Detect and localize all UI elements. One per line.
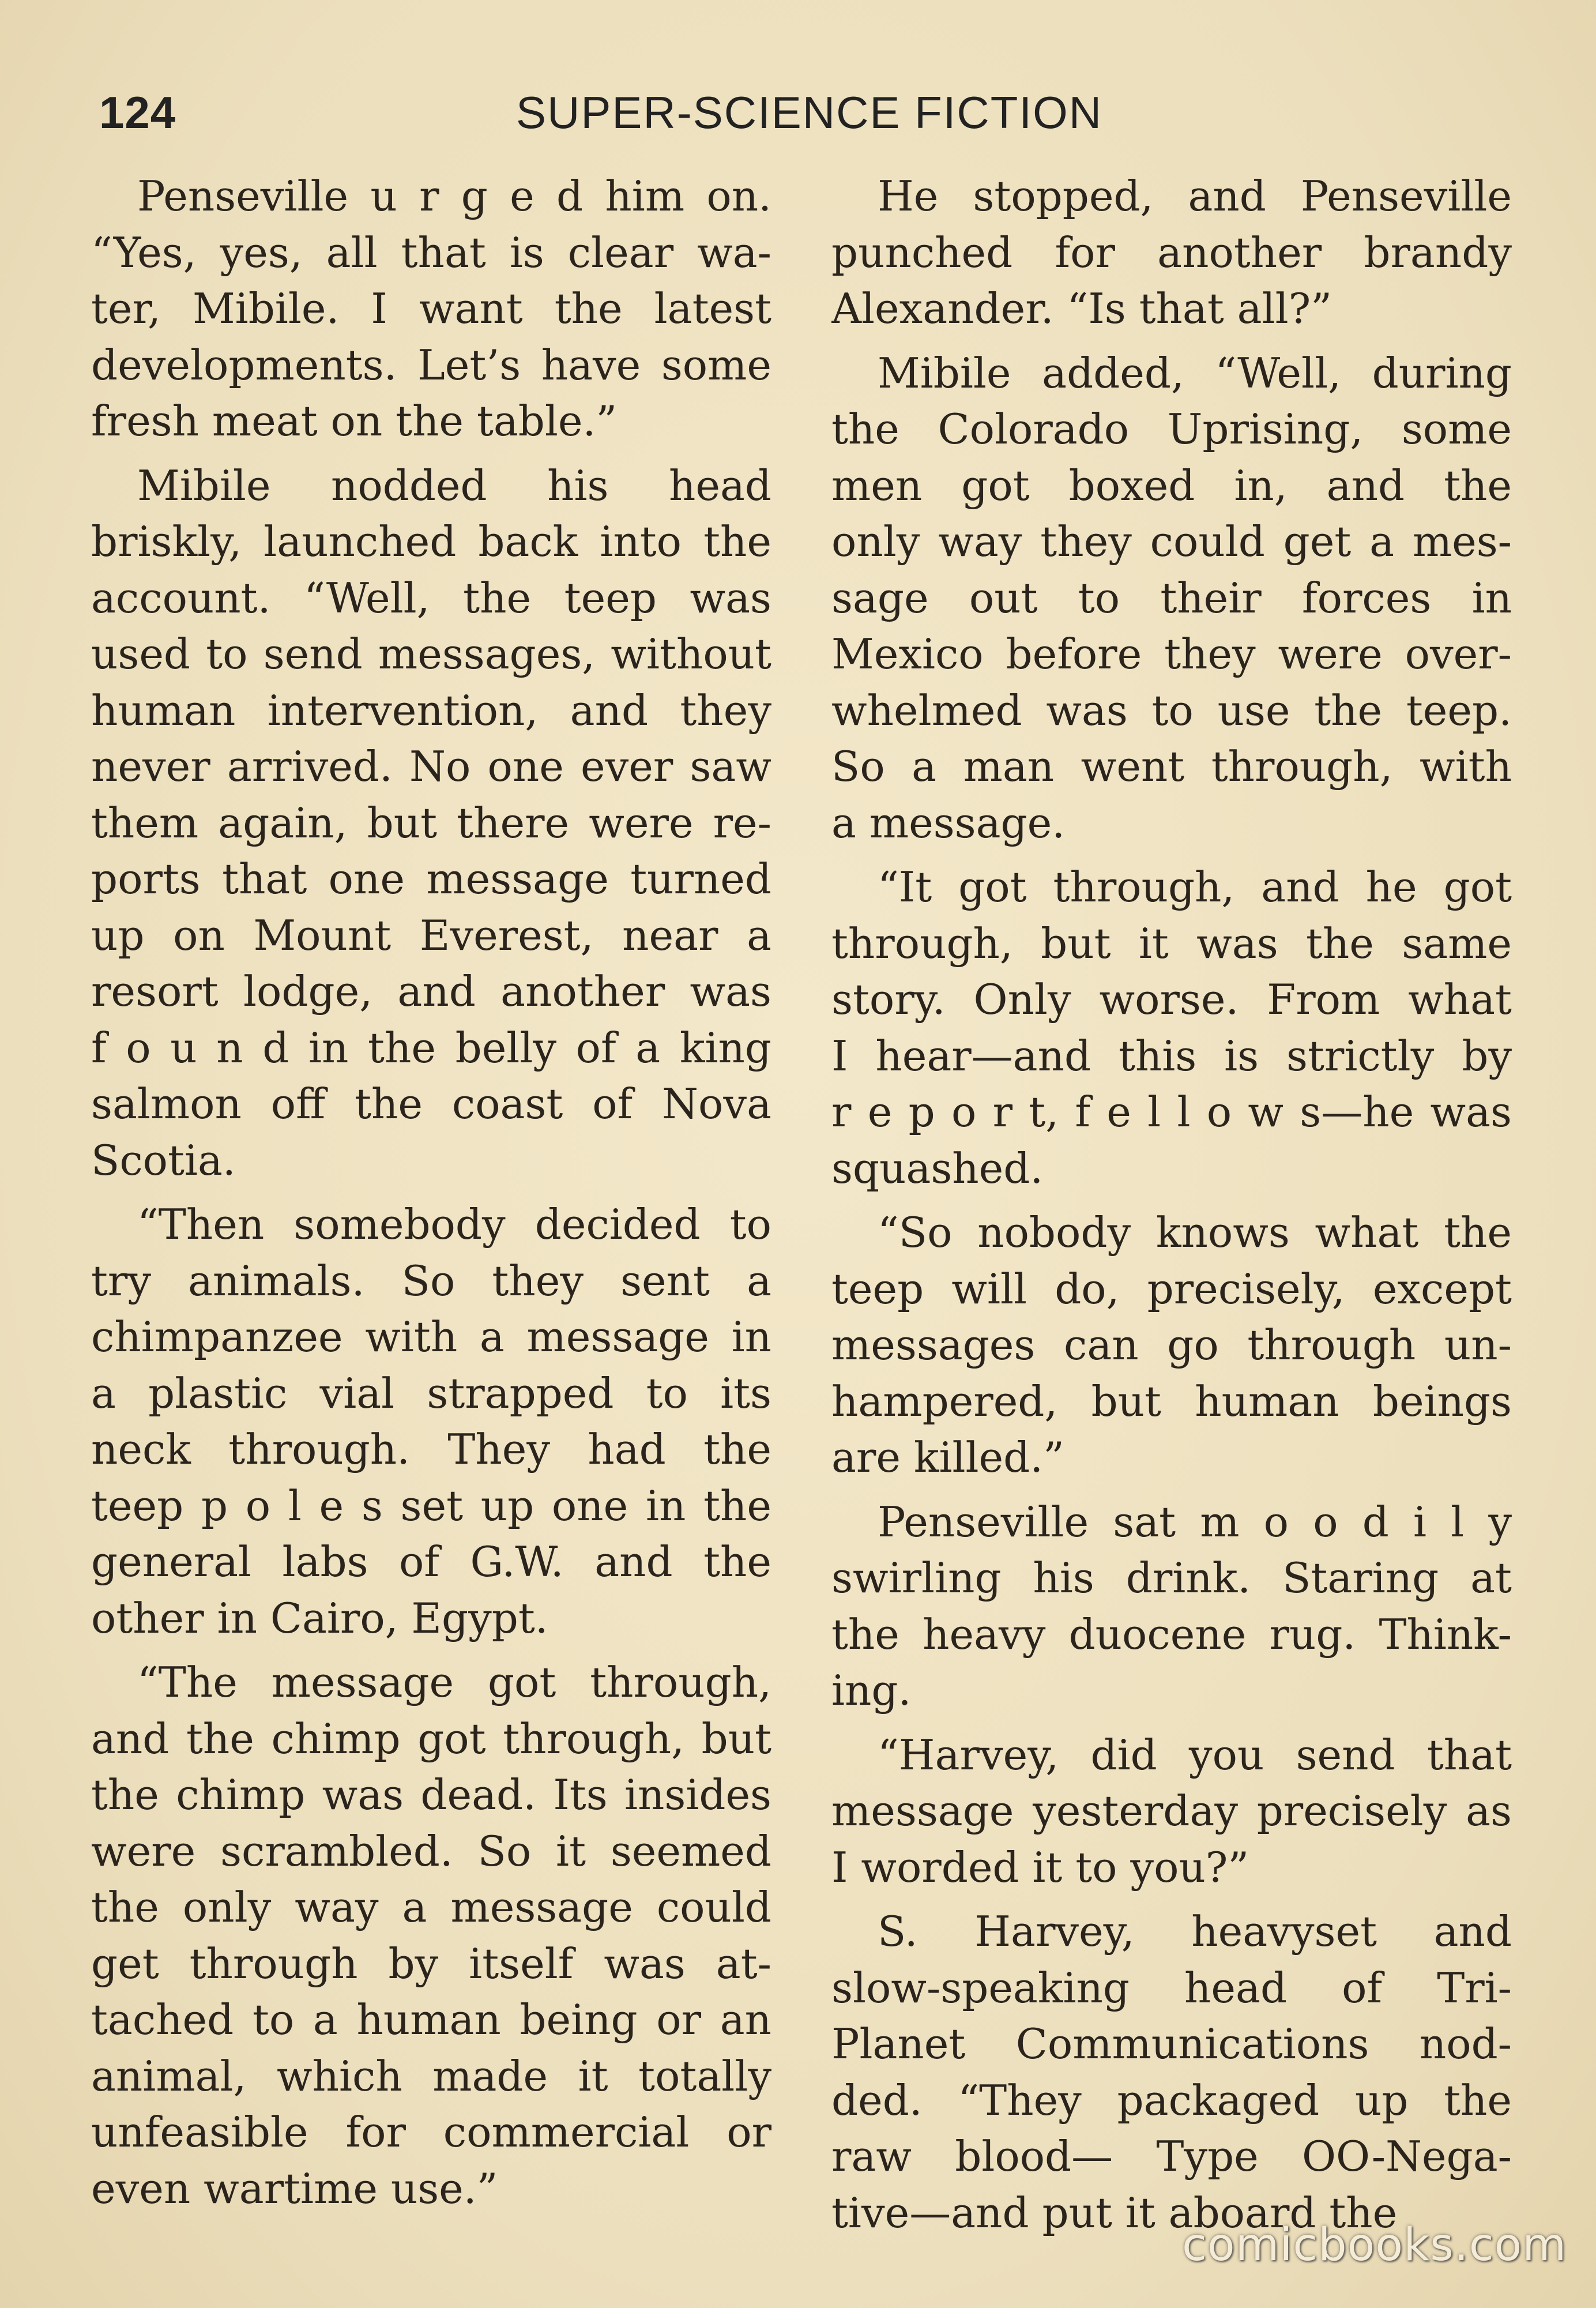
text-line: He stopped, and Penseville (878, 172, 1512, 220)
text-line: r e p o r t, f e l l o w s—he was (831, 1088, 1512, 1136)
text-line: “The message got through, (137, 1658, 771, 1706)
text-line: ports that one message turned (91, 855, 771, 903)
text-line: even wartime use.” (91, 2164, 498, 2213)
text-line: I hear—and this is strictly by (831, 1031, 1512, 1080)
text-line: were scrambled. So it seemed (91, 1826, 771, 1875)
text-line: Penseville u r g e d him on. (137, 172, 771, 220)
text-line: used to send messages, without (91, 630, 771, 678)
text-line: “Yes, yes, all that is clear wa- (91, 228, 771, 277)
text-line: tive—and put it aboard the (831, 2188, 1398, 2237)
paragraph (91, 168, 771, 450)
text-line: So a man went through, with (831, 742, 1512, 791)
text-column-left (91, 168, 771, 2225)
text-line: up on Mount Everest, near a (91, 911, 771, 960)
paragraph (831, 168, 1512, 337)
text-line: other in Cairo, Egypt. (91, 1593, 548, 1642)
text-line: only way they could get a mes- (831, 517, 1512, 566)
text-line: Mexico before they were over- (831, 630, 1512, 678)
text-line: Planet Communications nod- (831, 2020, 1512, 2068)
text-line: “Harvey, did you send that (878, 1730, 1512, 1779)
text-line: Alexander. “Is that all?” (831, 284, 1332, 333)
text-line: the chimp was dead. Its insides (91, 1771, 771, 1819)
text-line: resort lodge, and another was (91, 967, 771, 1016)
text-line: are killed.” (831, 1433, 1064, 1482)
text-line: S. Harvey, heavyset and (878, 1907, 1512, 1956)
text-line: men got boxed in, and the (831, 461, 1512, 510)
text-line: tached to a human being or an (91, 1995, 771, 2044)
text-line: ter, Mibile. I want the latest (91, 284, 771, 333)
text-line: ing. (831, 1666, 912, 1715)
paragraph (831, 1494, 1512, 1719)
text-line: I worded it to you?” (831, 1843, 1249, 1892)
text-line: account. “Well, the teep was (91, 573, 771, 622)
text-line: teep will do, precisely, except (831, 1264, 1512, 1313)
text-line: ded. “They packaged up the (831, 2076, 1512, 2125)
paragraph (91, 458, 771, 1189)
page-number: 124 (99, 87, 176, 138)
text-line: Mibile nodded his head (137, 461, 771, 510)
text-line: the heavy duocene rug. Think- (831, 1610, 1512, 1659)
text-line: try animals. So they sent a (91, 1256, 771, 1305)
text-line: get through by itself was at- (91, 1939, 771, 1988)
text-line: raw blood— Type OO-Nega- (831, 2132, 1512, 2181)
paragraph (831, 859, 1512, 1197)
text-line: “So nobody knows what the (878, 1208, 1512, 1257)
text-line: them again, but there were re- (91, 798, 771, 847)
text-line: the only way a message could (91, 1883, 771, 1931)
text-line: animal, which made it totally (91, 2051, 771, 2100)
text-line: neck through. They had the (91, 1425, 771, 1473)
paragraph (831, 345, 1512, 852)
text-line: developments. Let’s have some (91, 340, 771, 389)
text-line: human intervention, and they (91, 686, 771, 735)
text-line: swirling his drink. Staring at (831, 1554, 1512, 1602)
text-line: f o u n d in the belly of a king (91, 1023, 771, 1072)
paragraph (831, 1727, 1512, 1896)
text-line: slow-speaking head of Tri- (831, 1963, 1512, 2012)
running-title: SUPER-SCIENCE FICTION (516, 87, 1103, 138)
text-line: fresh meat on the table.” (91, 397, 618, 445)
text-line: hampered, but human beings (831, 1377, 1512, 1426)
text-line: sage out to their forces in (831, 573, 1512, 622)
text-line: a message. (831, 798, 1066, 847)
text-line: never arrived. No one ever saw (91, 742, 771, 791)
text-line: story. Only worse. From what (831, 975, 1512, 1024)
text-column-right (831, 168, 1512, 2249)
paragraph (91, 1655, 771, 2217)
text-line: through, but it was the same (831, 919, 1512, 968)
text-line: punched for another brandy (831, 228, 1512, 277)
text-line: briskly, launched back into the (91, 517, 771, 566)
text-line: a plastic vial strapped to its (91, 1369, 771, 1418)
text-line: “Then somebody decided to (137, 1200, 771, 1249)
text-line: squashed. (831, 1144, 1044, 1193)
text-line: salmon off the coast of Nova (91, 1080, 771, 1128)
text-line: the Colorado Uprising, some (831, 405, 1512, 453)
text-line: and the chimp got through, but (91, 1714, 771, 1763)
watermark: comicbooks.com (1182, 2219, 1567, 2271)
paragraph (831, 1904, 1512, 2241)
text-line: Mibile added, “Well, during (878, 348, 1512, 397)
text-line: unfeasible for commercial or (91, 2108, 771, 2156)
text-line: Scotia. (91, 1136, 236, 1185)
text-line: general labs of G.W. and the (91, 1538, 771, 1586)
text-line: messages can go through un- (831, 1321, 1512, 1369)
text-line: Penseville sat m o o d i l y (878, 1497, 1512, 1546)
text-line: “It got through, and he got (878, 863, 1512, 911)
paragraph (91, 1197, 771, 1647)
text-line: message yesterday precisely as (831, 1787, 1512, 1835)
text-line: whelmed was to use the teep. (831, 686, 1512, 735)
text-line: chimpanzee with a message in (91, 1313, 771, 1361)
paragraph (831, 1205, 1512, 1486)
text-line: teep p o l e s set up one in the (91, 1481, 771, 1530)
